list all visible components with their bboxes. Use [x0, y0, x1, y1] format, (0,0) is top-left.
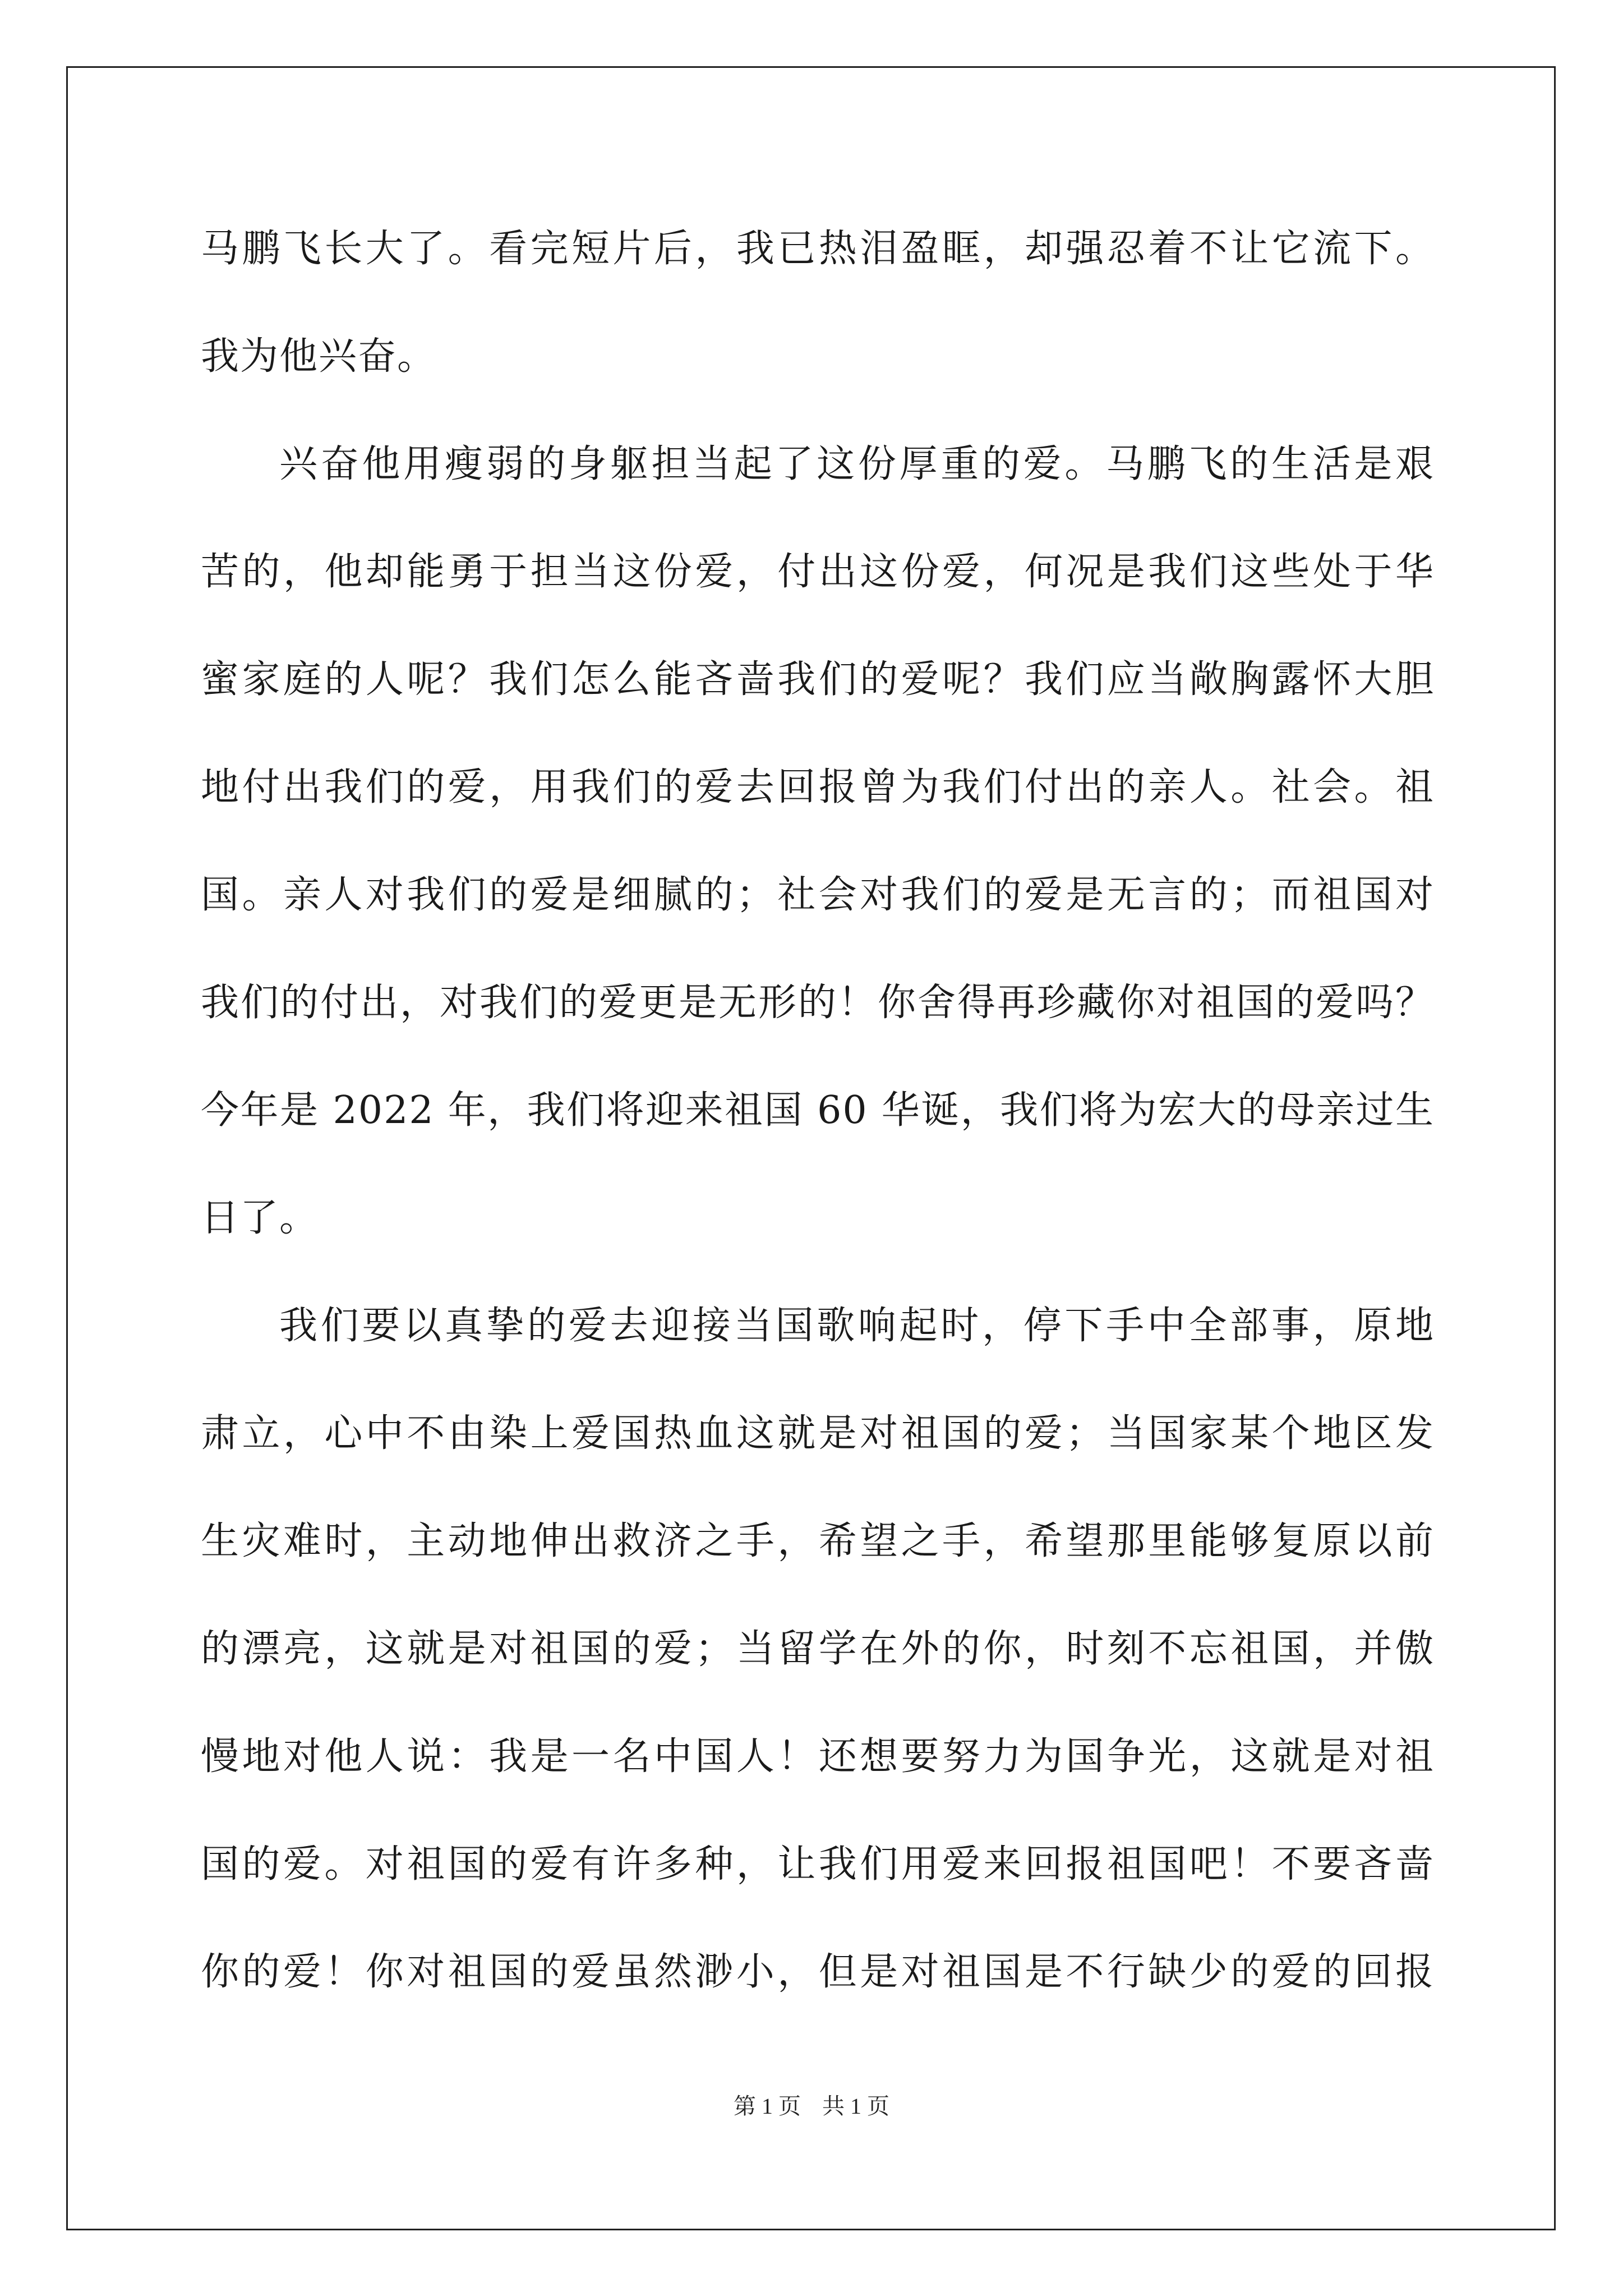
text-line: 国。亲人对我们的爱是细腻的；社会对我们的爱是无言的；而祖国对	[201, 873, 1435, 917]
text-line: 我们的付出，对我们的爱更是无形的！你舍得再珍藏你对祖国的爱吗？	[201, 981, 1435, 1025]
document-body	[201, 195, 1435, 2026]
text-line: 国的爱。对祖国的爱有许多种，让我们用爱来回报祖国吧！不要吝啬	[201, 1842, 1435, 1887]
text-line: 今年是 2022 年，我们将迎来祖国 60 华诞，我们将为宏大的母亲过生	[201, 1088, 1435, 1133]
page-total: 共 1 页	[822, 2093, 889, 2119]
text-line: 的漂亮，这就是对祖国的爱；当留学在外的你，时刻不忘祖国，并傲	[201, 1627, 1435, 1671]
text-line: 蜜家庭的人呢？我们怎么能吝啬我们的爱呢？我们应当敞胸露怀大胆	[201, 657, 1435, 702]
text-line: 苦的，他却能勇于担当这份爱，付出这份爱，何况是我们这些处于华	[201, 550, 1435, 594]
text-line: 我为他兴奋。	[201, 334, 437, 379]
text-line: 生灾难时，主动地伸出救济之手，希望之手，希望那里能够复原以前	[201, 1519, 1435, 1563]
text-line: 肃立，心中不由染上爱国热血这就是对祖国的爱；当国家某个地区发	[201, 1411, 1435, 1456]
page-footer	[0, 2090, 1623, 2123]
text-line: 兴奋他用瘦弱的身躯担当起了这份厚重的爱。马鹏飞的生活是艰	[279, 442, 1435, 486]
text-line: 我们要以真挚的爱去迎接当国歌响起时，停下手中全部事，原地	[279, 1304, 1435, 1348]
text-line: 马鹏飞长大了。看完短片后，我已热泪盈眶，却强忍着不让它流下。	[201, 227, 1435, 271]
page-number: 第 1 页	[734, 2093, 801, 2119]
text-line: 日了。	[201, 1196, 319, 1240]
text-line: 慢地对他人说：我是一名中国人！还想要努力为国争光，这就是对祖	[201, 1734, 1435, 1779]
text-line: 你的爱！你对祖国的爱虽然渺小，但是对祖国是不行缺少的爱的回报	[201, 1950, 1435, 1994]
text-line: 地付出我们的爱，用我们的爱去回报曾为我们付出的亲人。社会。祖	[201, 765, 1435, 809]
